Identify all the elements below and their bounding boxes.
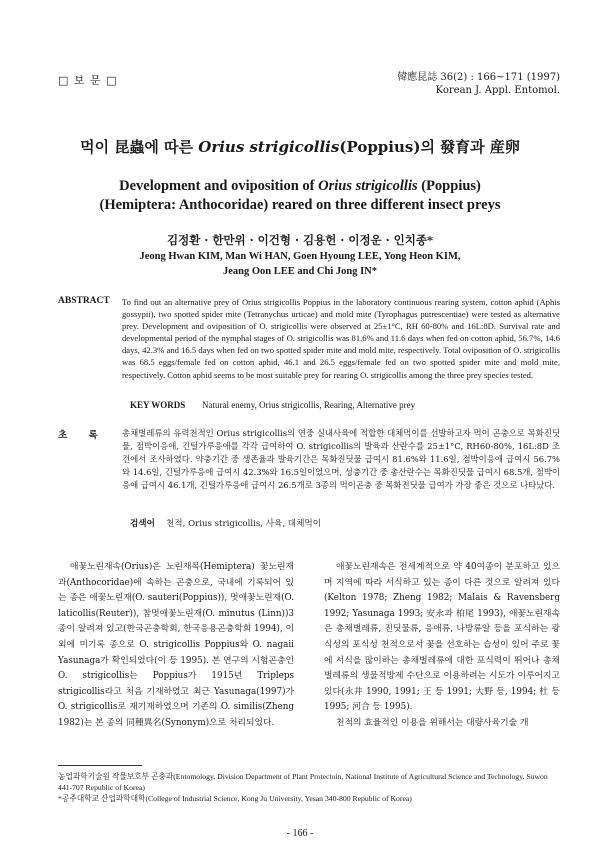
title-korean xyxy=(0,136,600,157)
korean-abstract-label: 초 록 xyxy=(58,430,107,441)
korean-keywords-text: 천적, Orius strigicollis, 사육, 대체먹이 xyxy=(166,519,321,529)
authors-english xyxy=(60,249,540,279)
title-english-line1 xyxy=(40,177,560,196)
title-korean-species: Orius strigicollis xyxy=(198,138,340,156)
journal-citation xyxy=(397,71,560,97)
section-label: □ 보 문 □ xyxy=(58,74,118,87)
title-english-species: Orius strigicollis xyxy=(318,178,418,194)
korean-abstract-text: 총채벌레류의 유력천적인 Orius strigicollis의 연중 실내사육에 적합한 대체먹이를 선발하고자 먹이 곤충으로 목화진딧물, 점박이응애, 긴털가루응애를 각각 급여하여 O. strigicollis의 발육과 산란수를 25±1°C, RH60-80%, 16L:8D 조건에서 조사하였다. 약충기간 중 생존율과 발육기간은 목화진딧물 급여시 81.6%와 11.6일, 점박이응애 급여시 56.7%와 14.6일, 긴털가루응애 급여시 42.3%와 16.5일이었으며, 성충기간 중 총산란수는 목화진딧물 급여시 68.5개, 점박이응애 급여시 46.1개, 긴털가루응애 급여시 26.5개로 3종의 먹이곤충 중 목화진딧물 급여가 가장 좋은 것으로 나타났다. xyxy=(122,428,560,491)
title-english-line2: (Hemiptera: Anthocoridae) reared on three different insect preys xyxy=(99,197,501,213)
footnote-divider xyxy=(58,765,142,766)
authors-english-line2: Jeang Oon LEE and Chi Jong IN* xyxy=(222,266,378,277)
page-number: - 166 - xyxy=(286,828,314,839)
keywords-text: Natural enemy, Orius strigicollis, Rearing, Alternative prey xyxy=(202,400,416,410)
authors-english-line1: Jeong Hwan KIM, Man Wi HAN, Goen Hyoung LEE, Yong Heon KIM, xyxy=(139,251,461,262)
footnotes xyxy=(58,771,560,804)
body-paragraph: 애꽃노린재속은 전세계적으로 약 40여종이 분포하고 있으며 지역에 따라 서식하고 있는 종이 다른 것으로 알려져 있다(Kelton 1978; Zheng 1982; Malais & Ravensberg 1992; Yasunaga 1993; 安永과 柏尾 1993), 애꽃노린재속은 총채벌레류, 진딧물류, 응애류, 나방류알 등을 포식하는 광식성의 포식성 천적으로서 꽃을 선호하는 습성이 있어 주로 꽃에 서식을 많이하는 총채벌레류에 대한 포식력이 뛰어나 총채벌레류의 생물적방제 수단으로 이용하려는 시도가 이루어지고 있다(永井 1990, 1991; 王 등 1991; 大野 등, 1994; 杜 등 1995; 河合 등 1995). xyxy=(324,562,560,713)
abstract-text: To find out an alternative prey of Orius strigicollis Poppius in the laboratory continuous rearing system, cotton aphid (Aphis gossypii), two spotted spider mite (Tetranychus urticae) and mold mite (Tyrophagus putrescentiae) were tested as alternative prey. Development and oviposition of O. strigicollis were observed at 25±1°C, RH 60-80% and 16L:8D. Survival rate and developmental period of the nymphal stages of O. strigicollis was 81.6% and 11.6 days when fed on cotton aphid, 56.7%, 14.6 days, 42.3% and 16.5 days when fed on two spotted spider mite and mold mite, respectively. Total oviposition of O. strigicollis was 68.5 eggs/female fed on cotton aphid, 46.1 and 26.5 eggs/female fed on two spotted spider mite and mold mite, respectively. Cotton aphid seems to be most suitable prey for rearing O. strigicollis among the three prey species tested. xyxy=(122,297,560,380)
korean-keywords-label: 검색어 xyxy=(130,519,155,529)
journal-citation-line2: Korean J. Appl. Entomol. xyxy=(435,85,560,96)
body-column-right xyxy=(324,560,560,732)
footnote-affiliation-1: 농업과학기술원 작물보호부 곤충과(Entomology, Division Department of Plant Protectoin, National Institute of Agricultural Science and Technology, Suwon 441-707 Republic of Korea) xyxy=(58,772,548,792)
keywords-label: KEY WORDS xyxy=(130,400,186,410)
footnote-affiliation-2: *공주대학교 산업과학대학(College of Industrial Science, Kong Ju University, Yesan 340-800 Republic of Korea) xyxy=(58,794,412,803)
body-paragraph: 천적의 효율적인 이용을 위해서는 대량사육기술 개 xyxy=(336,717,529,728)
authors-korean: 김정환 · 한만위 · 이건형 · 김용헌 · 이정운 · 인치종* xyxy=(166,233,434,247)
title-korean-pre: 먹이 昆蟲에 따른 xyxy=(80,138,199,156)
title-korean-post: (Poppius)의 發育과 産卵 xyxy=(339,138,520,156)
abstract-label: ABSTRACT xyxy=(58,296,110,306)
title-english xyxy=(40,177,560,215)
body-column-left xyxy=(58,560,294,732)
title-english-post: (Poppius) xyxy=(417,178,481,194)
journal-citation-line1: 韓應昆誌 36(2) : 166~171 (1997) xyxy=(397,72,560,83)
body-paragraph: 애꽃노린재속(Orius)은 노린재목(Hemiptera) 꽃노린재과(Anthocoridae)에 속하는 곤충으로, 국내에 기록되어 있는 종은 애꽃노린재(O. sauteri(Poppius)), 멋애꽃노린재(O. laticollis(Reuter)), 참멋애꽃노린재(O. minutus (Linn))3종이 알려져 있고(한국곤충학회, 한국응용곤충학회 1994), 이외에 미기록 종으로 O. strigicollis Poppius와 O. nagaii Yasunaga가 확인되었다(이 등 1995). 본 연구의 시험곤충인 O. strigicollis는 Poppius가 1915년 Tripleps strigicollis라고 처음 기재하였고 최근 Yasunaga(1997)가 O. strigicollis로 재기재하였으며 기존의 O. similis(Zheng 1982)는 본 종의 同種異名(Synonym)으로 처리되었다. xyxy=(58,562,294,728)
title-english-pre: Development and oviposition of xyxy=(119,178,319,194)
